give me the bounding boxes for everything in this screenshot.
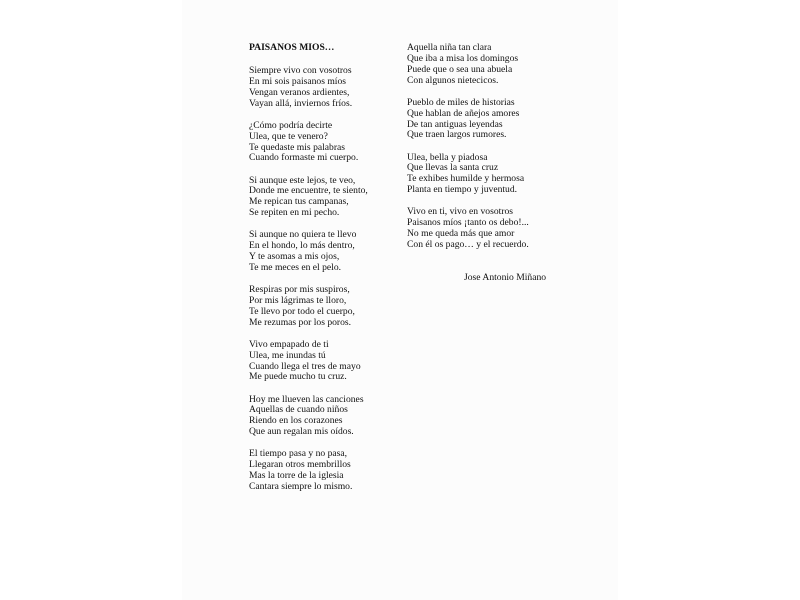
poem-line: Aquella niña tan clara bbox=[407, 42, 492, 53]
stanza bbox=[249, 66, 399, 110]
poem-line: Llegaran otros membrillos bbox=[249, 459, 351, 471]
poem-line: Y te asomas a mis ojos, bbox=[249, 251, 340, 263]
stanza bbox=[249, 176, 399, 220]
poem-line: Vengan veranos ardientes, bbox=[249, 86, 350, 98]
poem-line: De tan antiguas leyendas bbox=[407, 118, 503, 130]
poem-line: Aquellas de cuando niños bbox=[249, 404, 348, 416]
poem-line: Te exhibes humilde y hermosa bbox=[407, 173, 525, 185]
poem-line: Con algunos nietecicos. bbox=[407, 74, 499, 86]
poem-line: Cuando formaste mi cuerpo. bbox=[249, 152, 359, 164]
stanza bbox=[249, 121, 399, 165]
poem-line: Planta en tiempo y juventud. bbox=[407, 184, 518, 196]
poem-line: Ulea, bella y piadosa bbox=[407, 151, 488, 163]
stanza bbox=[407, 207, 567, 251]
poem-line: Ulea, me inundas tú bbox=[249, 349, 326, 361]
stanza bbox=[249, 340, 399, 384]
poem-line: Se repiten en mi pecho. bbox=[249, 207, 340, 219]
stanza bbox=[249, 230, 399, 274]
poem-line: Pueblo de miles de historias bbox=[407, 96, 515, 108]
stanza bbox=[407, 98, 567, 142]
poem-line: Que iba a misa los domingos bbox=[407, 52, 519, 64]
poem-line: Te quedaste mis palabras bbox=[249, 141, 346, 153]
poem-line: Que llevas la santa cruz bbox=[407, 162, 499, 174]
right-stanzas bbox=[407, 43, 567, 251]
poem-line: Mas la torre de la iglesia bbox=[249, 470, 344, 482]
poem-line: En el hondo, lo más dentro, bbox=[249, 240, 355, 252]
poem-line: Con él os pago… y el recuerdo. bbox=[407, 238, 529, 250]
poem-author: Jose Antonio Miñano bbox=[464, 272, 547, 283]
poem-line: No me queda más que amor bbox=[407, 228, 515, 240]
poem-line: Vivo en ti, vivo en vosotros bbox=[407, 206, 514, 218]
stanza bbox=[407, 153, 567, 197]
poem-line: Por mis lágrimas te lloro, bbox=[249, 294, 347, 306]
poem-line: Paisanos míos ¡tanto os debo!... bbox=[407, 217, 529, 229]
stanza bbox=[249, 285, 399, 329]
poem-line: Que hablan de añejos amores bbox=[407, 107, 520, 119]
poem-line: Me rezumas por los poros. bbox=[249, 316, 352, 328]
poem-left-column bbox=[249, 43, 399, 504]
poem-right-column bbox=[407, 43, 567, 262]
poem-line: ¿Cómo podría decirte bbox=[249, 119, 333, 131]
poem-line: Vayan allá, inviernos fríos. bbox=[249, 97, 353, 109]
poem-line: Hoy me llueven las canciones bbox=[249, 393, 364, 405]
poem-line: Que traen largos rumores. bbox=[407, 129, 507, 141]
poem-line: Si aunque no quiera te llevo bbox=[249, 229, 357, 241]
poem-line: Siempre vivo con vosotros bbox=[249, 65, 352, 76]
poem-line: Me repican tus campanas, bbox=[249, 196, 349, 208]
poem-line: Cantara siempre lo mismo. bbox=[249, 480, 353, 492]
poem-line: Vivo empapado de ti bbox=[249, 338, 329, 350]
poem-line: Me puede mucho tu cruz. bbox=[249, 371, 347, 383]
poem-title: PAISANOS MIOS… bbox=[249, 42, 335, 53]
stanza bbox=[249, 395, 399, 439]
poem-line: Donde me encuentre, te siento, bbox=[249, 185, 368, 197]
poem-line: Ulea, que te venero? bbox=[249, 130, 328, 142]
poem-line: Riendo en los corazones bbox=[249, 415, 343, 427]
poem-line: Cuando llega el tres de mayo bbox=[249, 360, 361, 372]
left-stanzas bbox=[249, 66, 399, 493]
stanza bbox=[249, 449, 399, 493]
poem-line: En mi sois paisanos míos bbox=[249, 75, 347, 87]
poem-line: Te llevo por todo el cuerpo, bbox=[249, 305, 355, 317]
poem-line: Que aun regalan mis oídos. bbox=[249, 426, 354, 438]
poem-line: Te me meces en el pelo. bbox=[249, 261, 342, 273]
poem-line: Puede que o sea una abuela bbox=[407, 63, 513, 75]
poem-line: El tiempo pasa y no pasa, bbox=[249, 448, 348, 460]
stanza bbox=[407, 43, 567, 87]
poem-line: Si aunque este lejos, te veo, bbox=[249, 174, 356, 186]
poem-line: Respiras por mis suspiros, bbox=[249, 284, 350, 295]
